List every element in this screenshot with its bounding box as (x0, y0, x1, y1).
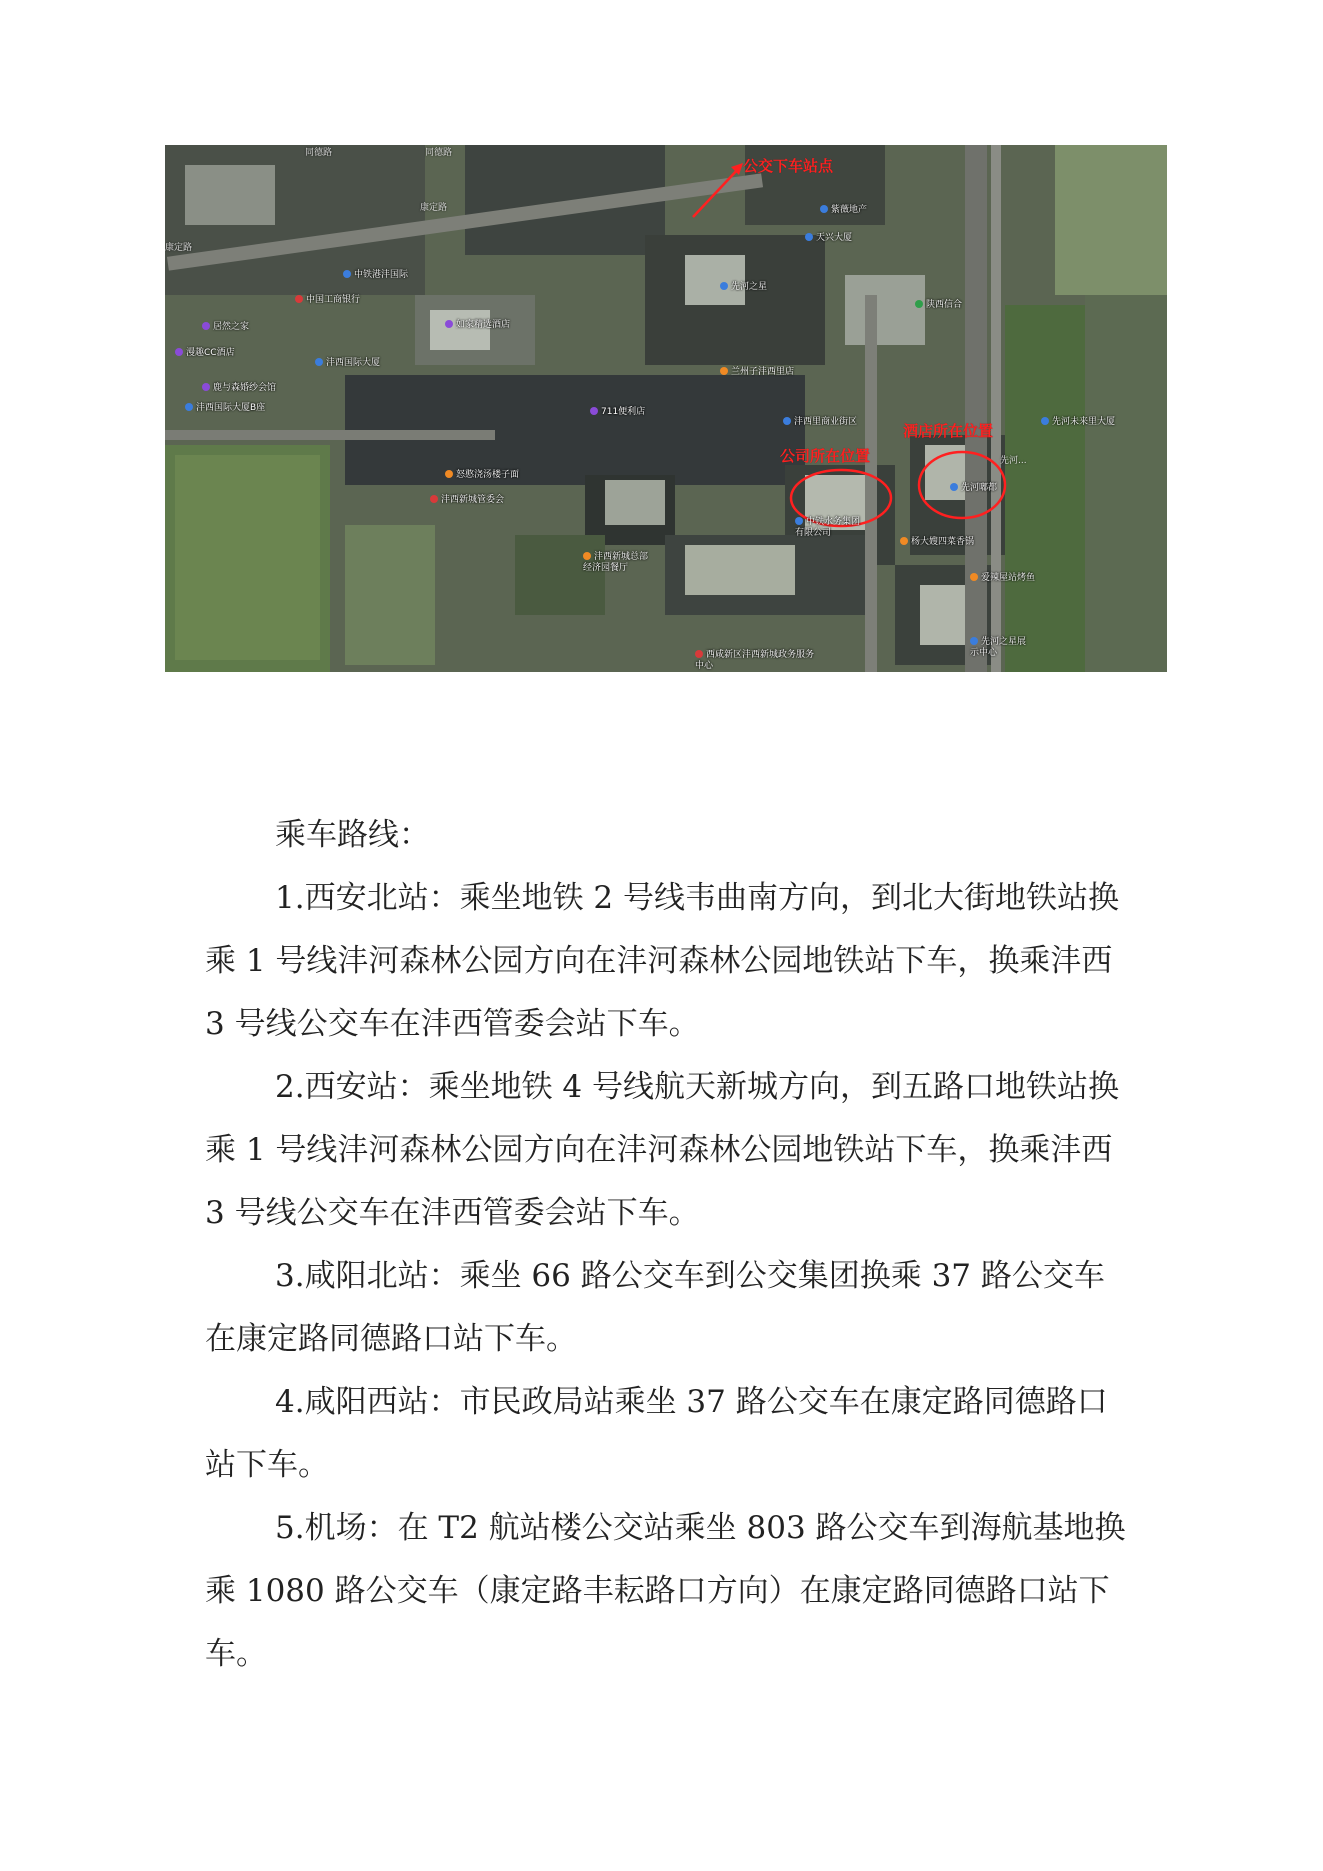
poi-marker-icon (202, 322, 210, 330)
poi: 沣西国际大厦B座 (185, 403, 265, 414)
road-label: 先河... (1000, 456, 1027, 466)
satellite-map (165, 145, 1167, 672)
poi-marker-icon (185, 403, 193, 411)
poi: 沣西里商业街区 (783, 417, 857, 428)
poi: 杨大嫂四菜香锅 (900, 537, 974, 548)
poi-marker-icon (445, 470, 453, 478)
poi: 中铁水务集团有限公司 (795, 517, 861, 538)
poi-marker-icon (970, 637, 978, 645)
poi-marker-icon (1041, 417, 1049, 425)
poi-marker-icon (795, 517, 803, 525)
poi-marker-icon (950, 483, 958, 491)
poi: 沣西新城总部经济园餐厅 (583, 552, 649, 573)
poi: 漫趣CC酒店 (175, 348, 235, 359)
road-label: 康定路 (165, 243, 193, 253)
hotel-annotation: 酒店所在位置 (903, 422, 994, 440)
poi: 西咸新区沣西新城政务服务中心 (695, 650, 815, 671)
poi-marker-icon (720, 282, 728, 290)
poi: 沣西国际大厦 (315, 358, 380, 369)
poi: 中铁港沣国际 (343, 270, 408, 281)
poi: 中国工商银行 (295, 295, 360, 306)
road-label: 康定路 (420, 203, 448, 213)
poi-marker-icon (343, 270, 351, 278)
road-label: 同德路 (425, 148, 453, 158)
poi-marker-icon (695, 650, 703, 658)
poi-marker-icon (915, 300, 923, 308)
poi: 先河嘟都 (950, 483, 997, 494)
poi: 沣西新城管委会 (430, 495, 504, 506)
route-item-5: 5.机场：在 T2 航站楼公交站乘坐 803 路公交车到海航基地换乘 1080 路公交车（康定路丰耘路口方向）在康定路同德路口站下车。 (205, 1510, 1126, 1672)
road-label: 同德路 (305, 148, 333, 158)
poi: 陕西信合 (915, 300, 962, 311)
poi-marker-icon (590, 407, 598, 415)
poi-marker-icon (295, 295, 303, 303)
poi: 鹿与森婚纱会馆 (202, 383, 276, 394)
poi: 紫薇地产 (820, 205, 867, 216)
poi: 先河未来里大厦 (1041, 417, 1115, 428)
poi: 如家精选酒店 (445, 320, 510, 331)
poi-marker-icon (783, 417, 791, 425)
poi-marker-icon (175, 348, 183, 356)
company-annotation: 公司所在位置 (780, 447, 871, 465)
poi: 先河之星 (720, 282, 767, 293)
route-item-1: 1.西安北站：乘坐地铁 2 号线韦曲南方向，到北大街地铁站换乘 1 号线沣河森林公园方向在沣河森林公园地铁站下车，换乘沣西 3 号线公交车在沣西管委会站下车。 (205, 880, 1120, 1042)
route-heading: 乘车路线： (275, 817, 430, 853)
poi-marker-icon (583, 552, 591, 560)
poi-marker-icon (820, 205, 828, 213)
poi-marker-icon (720, 367, 728, 375)
poi-marker-icon (445, 320, 453, 328)
poi: 爱辣屋站烤鱼 (970, 573, 1035, 584)
route-item-4: 4.咸阳西站：市民政局站乘坐 37 路公交车在康定路同德路口站下车。 (205, 1384, 1108, 1483)
route-item-3: 3.咸阳北站：乘坐 66 路公交车到公交集团换乘 37 路公交车在康定路同德路口站下车。 (205, 1258, 1105, 1357)
poi-marker-icon (805, 233, 813, 241)
poi: 兰州子沣西里店 (720, 367, 794, 378)
poi-marker-icon (900, 537, 908, 545)
bus-stop-annotation: 公交下车站点 (743, 157, 834, 175)
poi: 怒憨浇汤楼子面 (445, 470, 519, 481)
poi-marker-icon (315, 358, 323, 366)
poi: 居然之家 (202, 322, 249, 333)
route-section (205, 804, 1135, 1686)
route-item-2: 2.西安站：乘坐地铁 4 号线航天新城方向，到五路口地铁站换乘 1 号线沣河森林公园方向在沣河森林公园地铁站下车，换乘沣西 3 号线公交车在沣西管委会站下车。 (205, 1069, 1120, 1231)
poi: 先河之星展示中心 (970, 637, 1027, 658)
poi: 天兴大厦 (805, 233, 852, 244)
poi: 711便利店 (590, 407, 645, 418)
poi-marker-icon (202, 383, 210, 391)
poi-marker-icon (430, 495, 438, 503)
poi-marker-icon (970, 573, 978, 581)
map-imagery (165, 145, 1167, 672)
